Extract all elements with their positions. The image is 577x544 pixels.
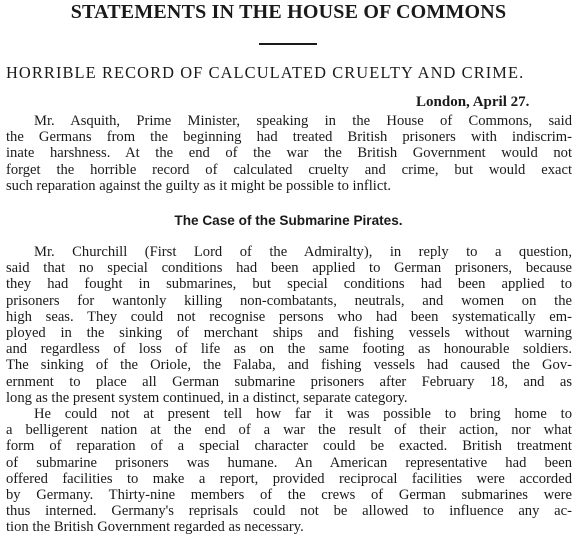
text-line: form of reparation of a special character could be exacted. British treatment — [6, 438, 572, 455]
text-line: long as the present system continued, in a distinct, separate category. — [6, 389, 408, 406]
text-line: and regardless of loss of life as on the same footing as honourable soldiers. — [6, 341, 572, 358]
text-line: by Germany. Thirty-nine members of the crews of German submarines were — [6, 486, 572, 503]
section-heading: The Case of the Submarine Pirates. — [174, 213, 403, 228]
dateline: London, April 27. — [416, 94, 530, 110]
text-line: offered facilities to make a report, provided reciprocal facilities were accorded — [6, 470, 572, 487]
text-line: forget the horrible record of calculated cruelty and crime, but would exact — [6, 161, 572, 178]
text-line: thus interned. Germany's reprisals could not be allowed to influence any ac- — [6, 503, 572, 520]
subheadline: HORRIBLE RECORD OF CALCULATED CRUELTY AND CRIME. — [6, 63, 525, 82]
text-line: ployed in the sinking of merchant ships and fishing vessels without warning — [6, 324, 572, 341]
text-line: The sinking of the Oriole, the Falaba, and fishing vessels had caused the Gov- — [6, 357, 572, 374]
text-line: such reparation against the guilty as it might be possible to inflict. — [6, 177, 392, 194]
headline-rule — [259, 43, 317, 45]
text-line: a belligerent nation at the end of a war the result of their action, nor what — [6, 422, 572, 439]
text-line: the Germans from the beginning had treated British prisoners with indiscrim- — [6, 129, 572, 146]
headline: STATEMENTS IN THE HOUSE OF COMMONS — [70, 1, 507, 23]
text-line: inate harshness. At the end of the war the British Government would not — [6, 145, 572, 162]
paragraph-asquith — [6, 113, 572, 194]
paragraph-churchill — [6, 244, 572, 406]
text-line: He could not at present tell how far it was possible to bring home to — [34, 406, 572, 422]
paragraph-continuation — [6, 406, 572, 536]
text-line: of submarine prisoners was humane. An American representative had been — [6, 454, 572, 471]
text-line: Mr. Asquith, Prime Minister, speaking in the House of Commons, said — [34, 113, 572, 129]
text-line: Mr. Churchill (First Lord of the Admiralty), in reply to a question, — [34, 244, 572, 260]
text-line: said that no special conditions had been applied to German prisoners, because — [6, 260, 572, 277]
text-line: tion the British Government regarded as necessary. — [6, 519, 304, 536]
text-line: prisoners for wantonly killing non-combatants, neutrals, and women on the — [6, 292, 572, 309]
text-line: they had fought in submarines, but special conditions had been applied to — [6, 276, 572, 293]
text-line: ernment to place all German submarine prisoners after February 18, and as — [6, 373, 572, 390]
text-line: high seas. They could not recognise persons who had been systematically em- — [6, 308, 572, 325]
